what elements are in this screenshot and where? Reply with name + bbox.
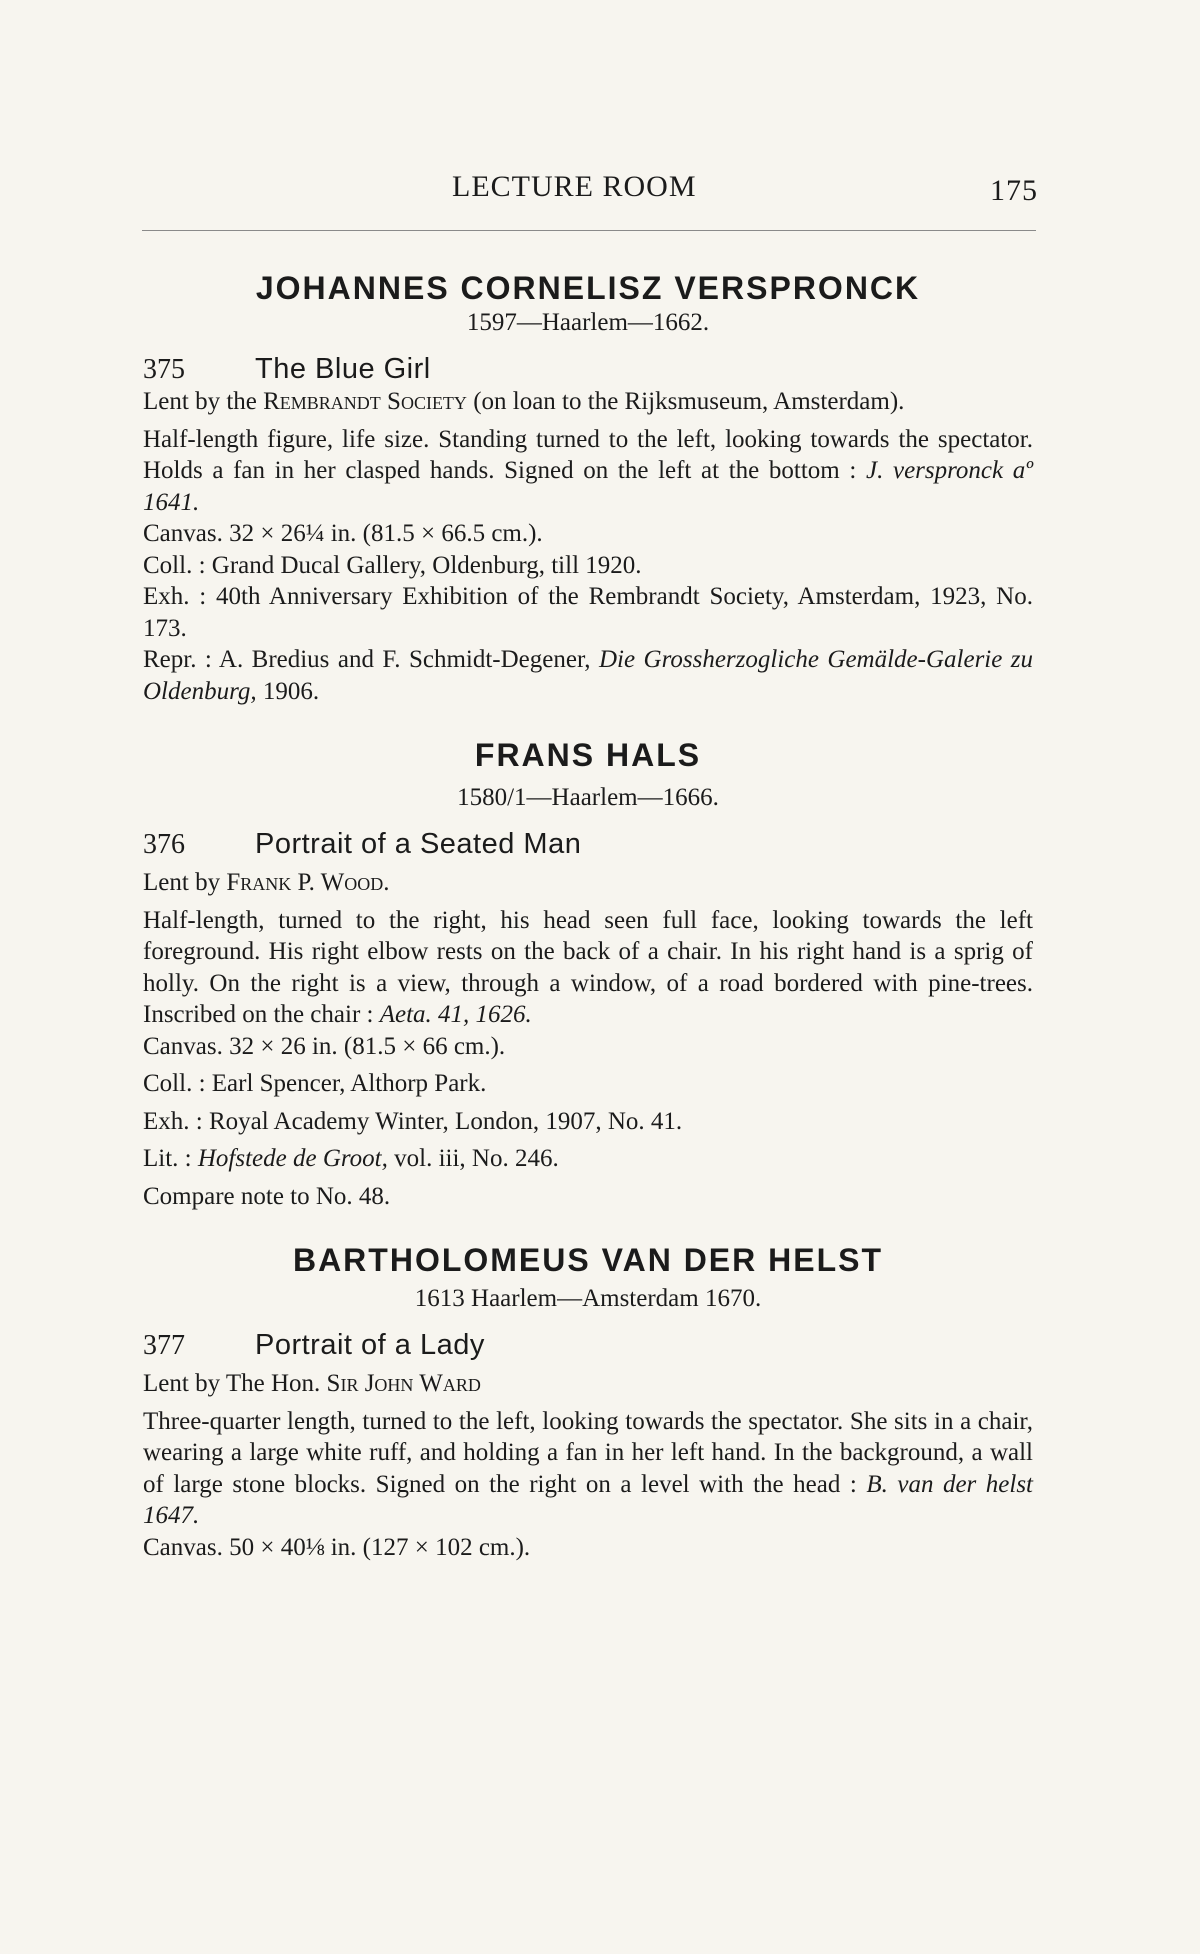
canvas-line: Canvas. 32 × 26 in. (81.5 × 66 cm.). (143, 1032, 506, 1060)
description (143, 1406, 1033, 1532)
repr-title: Die Grossherzogliche Gemälde-Galerie zu Oldenburg, (143, 646, 1034, 705)
artist-name: FRANS HALS (474, 737, 702, 773)
collection-line: Coll. : Grand Ducal Gallery, Oldenburg, till 1920. (143, 551, 642, 579)
artist-section (143, 270, 1033, 707)
section-spacer (143, 1212, 1033, 1242)
entry-title: Portrait of a Lady (255, 1329, 485, 1361)
section-spacer (143, 707, 1033, 737)
lender-line (143, 1368, 1033, 1400)
exhibition-line: Exh. : 40th Anniversary Exhibition of the Rembrandt Society, Amsterdam, 1923, No. 173. (143, 583, 1033, 642)
description-text: Three-quarter length, turned to the left, looking towards the spectator. She sits in a chair, wearing a large white ruff, and holding a fan in her left hand. In the background, a wall of large stone blocks. Signed on the right on a level with the head : (143, 1407, 1033, 1498)
lit-suffix: vol. iii, No. 246. (394, 1145, 559, 1172)
artist-dates: 1580/1—Haarlem—1666. (457, 784, 719, 811)
entry-heading (143, 828, 1033, 861)
entry-number: 375 (143, 354, 185, 385)
canvas-line: Canvas. 32 × 26¼ in. (81.5 × 66.5 cm.). (143, 520, 543, 547)
lit-title: Hofstede de Groot, (197, 1145, 388, 1172)
literature-line (143, 1143, 1033, 1175)
signature: B. van der helst 1647. (143, 1470, 1034, 1529)
artist-section (143, 737, 1033, 1212)
header-rule (142, 230, 1036, 231)
description (143, 905, 1033, 1031)
artist-dates: 1613 Haarlem—Amsterdam 1670. (414, 1285, 762, 1312)
entry-title: The Blue Girl (255, 353, 431, 385)
artist-dates: 1597—Haarlem—1662. (466, 309, 710, 336)
artist-section (143, 1242, 1033, 1563)
signature: Aeta. 41, 1626. (379, 1001, 532, 1028)
reproduction-line (143, 644, 1033, 707)
canvas-line: Canvas. 50 × 40⅛ in. (127 × 102 cm.). (143, 1533, 531, 1561)
page-number: 175 (990, 174, 1038, 207)
signature: J. verspronck aº 1641. (143, 457, 1034, 516)
lender-line (143, 386, 1033, 418)
repr-prefix: Repr. : A. Bredius and F. Schmidt-Degener, (143, 646, 591, 673)
compare-note: Compare note to No. 48. (143, 1182, 391, 1210)
lender-line (143, 867, 1033, 899)
artist-name: BARTHOLOMEUS VAN DER HELST (292, 1242, 884, 1278)
repr-suffix: 1906. (262, 677, 320, 705)
lender-prefix: Lent by (143, 869, 221, 896)
lender-prefix: Lent by The Hon. (143, 1370, 321, 1397)
lender-suffix: (on loan to the Rijksmuseum, Amsterdam). (473, 388, 905, 415)
entry-number: 376 (143, 829, 185, 860)
entry-heading (143, 1329, 1033, 1362)
entry-heading (143, 353, 1033, 386)
lender-prefix: Lent by the (143, 388, 257, 415)
entry-title: Portrait of a Seated Man (255, 828, 582, 860)
description-text: Half-length figure, life size. Standing turned to the left, looking towards the spectator. Holds a fan in her clasped hands. Signed on the left at the bottom : (143, 425, 1033, 484)
lender-name: Frank P. Wood. (226, 869, 390, 896)
lit-prefix: Lit. : (143, 1145, 192, 1172)
collection-line: Coll. : Earl Spencer, Althorp Park. (143, 1070, 487, 1097)
entry-number: 377 (143, 1330, 185, 1361)
page-content (143, 270, 1033, 1563)
description-text: Half-length, turned to the right, his head seen full face, looking towards the left foreground. His right elbow rests on the back of a chair. In his right hand is a sprig of holly. On the right is a view, through a window, of a road bordered with pine-trees. Inscribed on the chair : (143, 906, 1033, 1028)
description (143, 424, 1033, 519)
artist-name: JOHANNES CORNELISZ VERSPRONCK (255, 270, 921, 306)
lender-name: Sir John Ward (326, 1370, 481, 1397)
lender-name: Rembrandt Society (263, 388, 467, 415)
running-header: LECTURE ROOM (452, 170, 697, 203)
exhibition-line: Exh. : Royal Academy Winter, London, 1907, No. 41. (143, 1107, 683, 1135)
